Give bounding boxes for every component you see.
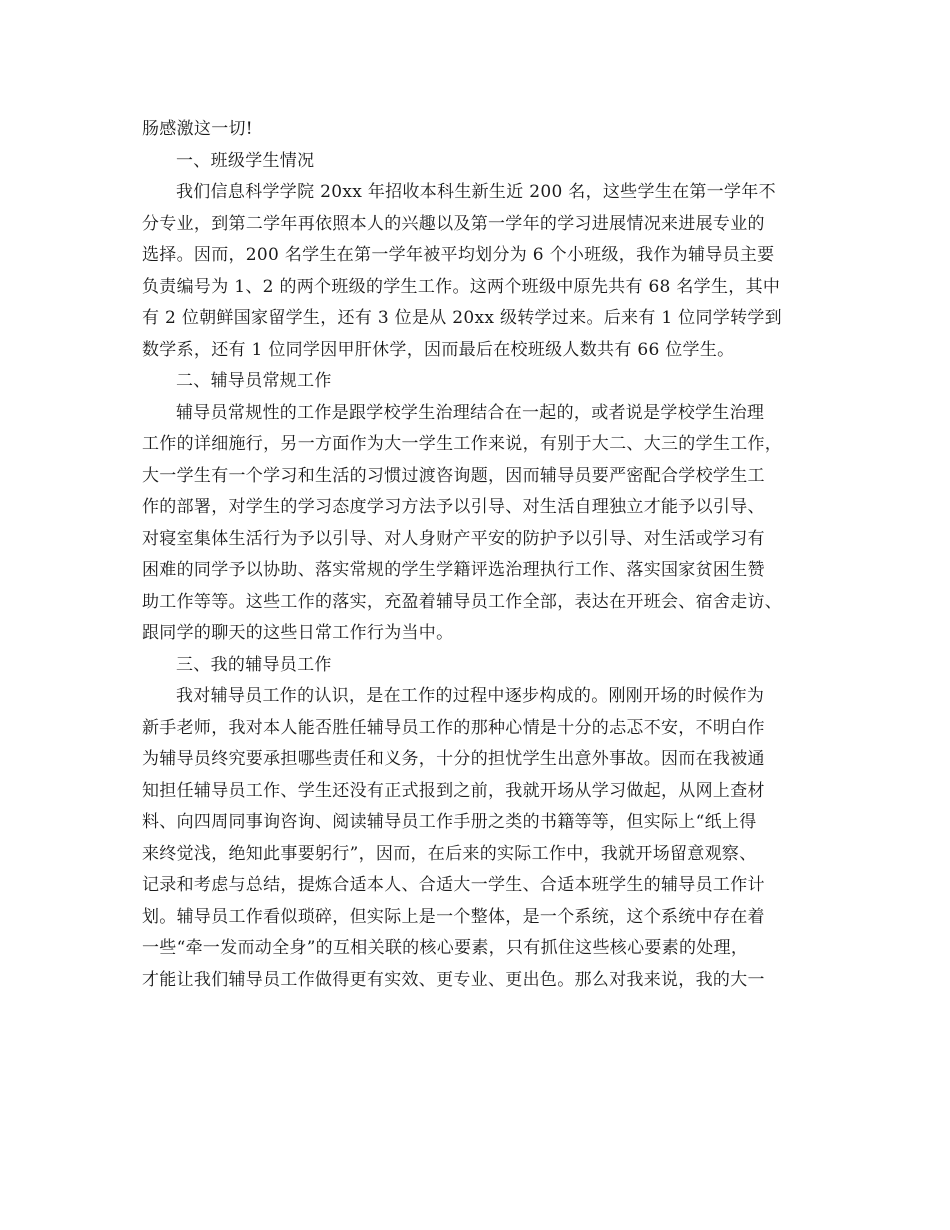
document-body	[142, 114, 814, 996]
text-line: 记录和考虑与总结，提炼合适本人、合适大一学生、合适本班学生的辅导员工作计	[142, 875, 765, 895]
text-line: 困难的同学予以协助、落实常规的学生学籍评选治理执行工作、落实国家贫困生赞	[142, 560, 765, 580]
text-line: 助工作等等。这些工作的落实，充盈着辅导员工作全部，表达在开班会、宿舍走访、	[142, 591, 783, 612]
paragraph-first-line: 辅导员常规性的工作是跟学校学生治理结合在一起的，或者说是学校学生治理	[176, 402, 765, 423]
text-line: 作的部署，对学生的学习态度学习方法予以引导、对生活自理独立才能予以引导、	[142, 497, 765, 517]
text-line: 料、向四周同事询咨询、阅读辅导员工作手册之类的书籍等等，但实际上“纸上得	[142, 812, 757, 832]
section-heading-my-work: 三、我的辅导员工作	[176, 654, 332, 675]
text-line: 对寝室集体生活行为予以引导、对人身财产平安的防护予以引导、对生活或学习有	[142, 528, 765, 549]
text-line: 肠感激这一切!	[142, 119, 253, 139]
text-line: 划。辅导员工作看似琐碎，但实际上是一个整体，是一个系统，这个系统中存在着	[142, 906, 765, 927]
text-line: 一些“牵一发而动全身”的互相关联的核心要素，只有抓住这些核心要素的处理，	[142, 938, 749, 958]
section-heading-routine-work: 二、辅导员常规工作	[176, 371, 332, 391]
paragraph-first-line: 我们信息科学学院 20xx 年招收本科生新生近 200 名，这些学生在第一学年不	[176, 182, 776, 202]
text-line: 来终觉浅，绝知此事要躬行”，因而，在后来的实际工作中，我就开场留意观察、	[142, 843, 757, 864]
text-line: 大一学生有一个学习和生活的习惯过渡咨询题，因而辅导员要严密配合学校学生工	[142, 465, 765, 486]
text-line: 选择。因而，200 名学生在第一学年被平均划分为 6 个小班级，我作为辅导员主要	[142, 245, 775, 265]
text-line: 数学系，还有 1 位同学因甲肝休学，因而最后在校班级人数共有 66 位学生。	[142, 339, 735, 360]
section-heading-class-students: 一、班级学生情况	[176, 150, 315, 171]
text-line: 分专业，到第二学年再依照本人的兴趣以及第一学年的学习进展情况来进展专业的	[142, 213, 765, 234]
text-line: 才能让我们辅导员工作做得更有实效、更专业、更出色。那么对我来说，我的大一	[142, 969, 765, 990]
text-line: 有 2 位朝鲜国家留学生，还有 3 位是从 20xx 级转学过来。后来有 1 位同学转学到	[142, 308, 782, 328]
text-line: 新手老师，我对本人能否胜任辅导员工作的那种心情是十分的忐忑不安，不明白作	[142, 717, 765, 738]
text-line: 跟同学的聊天的这些日常工作行为当中。	[142, 623, 454, 643]
text-line: 负责编号为 1、2 的两个班级的学生工作。这两个班级中原先共有 68 名学生，其中	[142, 276, 781, 297]
text-line: 为辅导员终究要承担哪些责任和义务，十分的担忧学生出意外事故。因而在我被通	[142, 749, 765, 769]
text-line: 知担任辅导员工作、学生还没有正式报到之前，我就开场从学习做起，从网上查材	[142, 780, 765, 801]
text-line: 工作的详细施行，另一方面作为大一学生工作来说，有别于大二、大三的学生工作，	[142, 434, 783, 454]
paragraph-first-line: 我对辅导员工作的认识，是在工作的过程中逐步构成的。刚刚开场的时候作为	[176, 686, 765, 706]
